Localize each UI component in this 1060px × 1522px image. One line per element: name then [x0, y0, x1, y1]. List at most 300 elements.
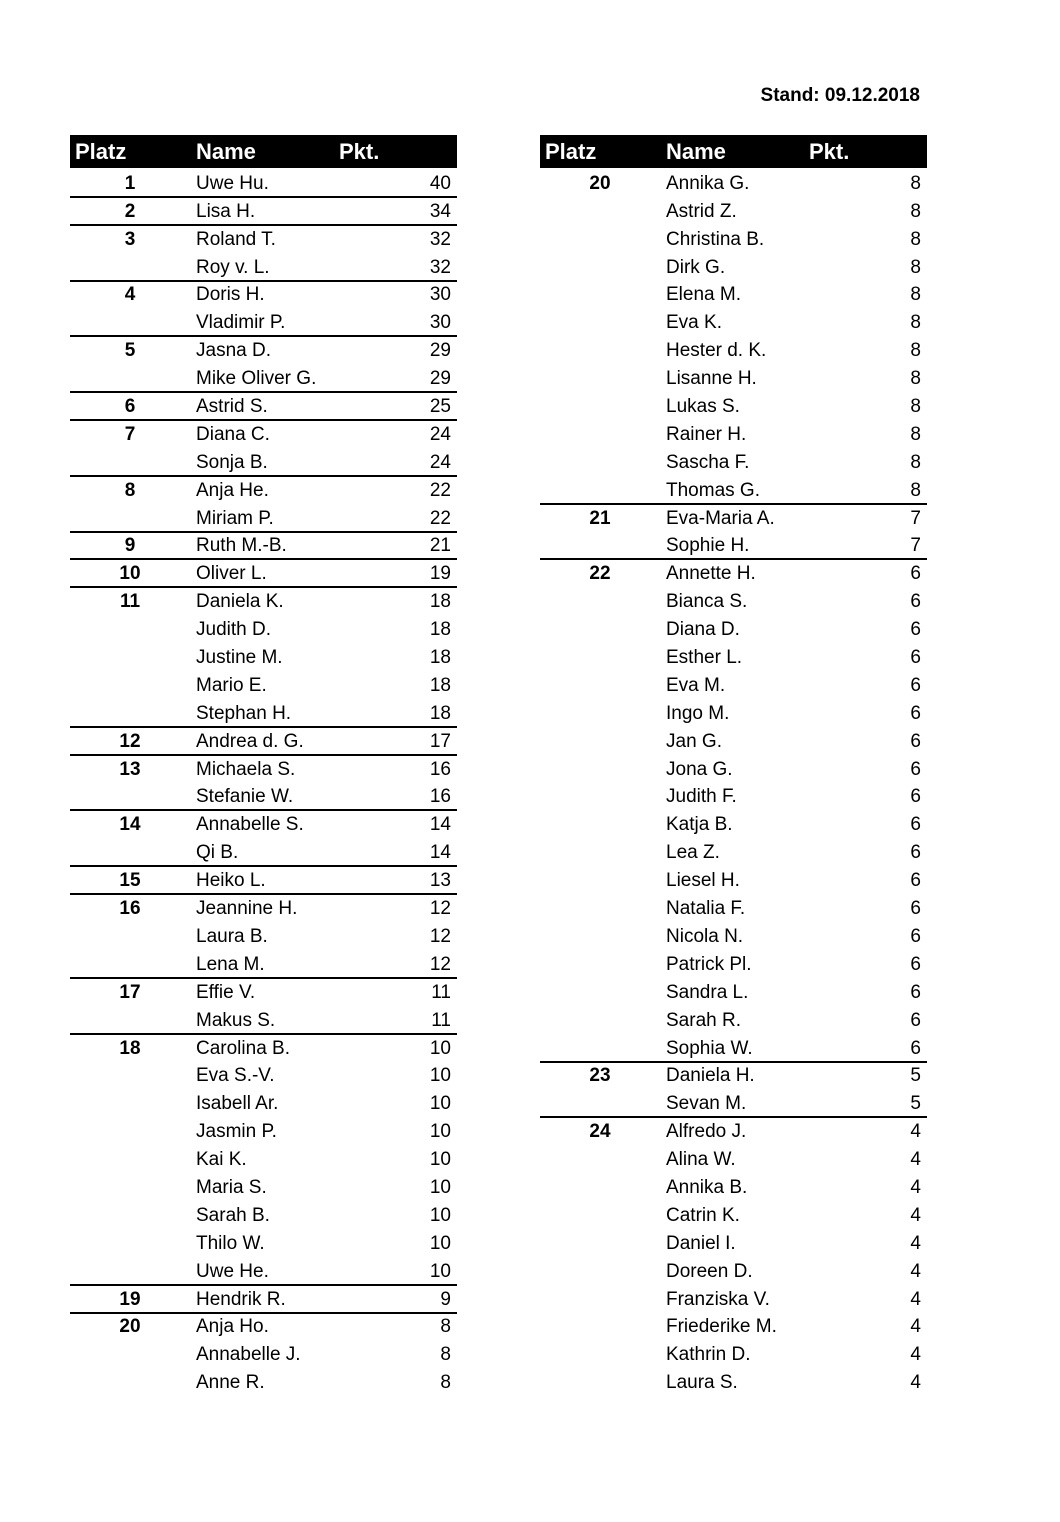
table-row [70, 447, 457, 475]
name-cell: Sascha F. [666, 451, 750, 473]
name-cell: Christina B. [666, 228, 765, 250]
points-cell: 8 [910, 172, 921, 194]
name-cell: Doris H. [196, 284, 265, 306]
name-cell: Mike Oliver G. [196, 368, 317, 390]
name-cell: Uwe Hu. [196, 172, 269, 194]
name-cell: Thomas G. [666, 479, 760, 501]
name-cell: Sandra L. [666, 981, 749, 1003]
name-cell: Natalia F. [666, 898, 746, 920]
points-cell: 10 [429, 1037, 451, 1059]
name-cell: Alfredo J. [666, 1121, 747, 1143]
rank-cell: 23 [589, 1065, 611, 1087]
points-cell: 22 [429, 507, 451, 529]
rank-cell: 10 [119, 563, 141, 585]
table-row [540, 196, 927, 224]
name-cell: Sonja B. [196, 451, 268, 473]
points-cell: 8 [910, 256, 921, 278]
rank-cell: 18 [119, 1037, 141, 1059]
table-row [540, 447, 927, 475]
name-cell: Catrin K. [666, 1204, 740, 1226]
points-cell: 4 [910, 1121, 921, 1143]
name-cell: Effie V. [196, 981, 256, 1003]
points-cell: 6 [910, 786, 921, 808]
table-row [540, 809, 927, 837]
name-cell: Patrick Pl. [666, 953, 752, 975]
table-row [70, 1312, 457, 1340]
points-cell: 6 [910, 1009, 921, 1031]
rank-cell: 17 [119, 981, 141, 1003]
table-row [70, 168, 457, 196]
name-cell: Lukas S. [666, 396, 740, 418]
points-cell: 30 [429, 284, 451, 306]
points-cell: 8 [910, 451, 921, 473]
points-cell: 10 [429, 1093, 451, 1115]
points-cell: 24 [429, 423, 451, 445]
table-row [540, 670, 927, 698]
rank-cell: 5 [124, 340, 136, 362]
table-row [540, 1256, 927, 1284]
name-cell: Doreen D. [666, 1260, 753, 1282]
table-row [540, 586, 927, 614]
name-cell: Lisanne H. [666, 368, 757, 390]
name-cell: Carolina B. [196, 1037, 290, 1059]
points-cell: 4 [910, 1344, 921, 1366]
table-row [70, 419, 457, 447]
name-cell: Jasmin P. [196, 1121, 277, 1143]
name-cell: Lisa H. [196, 200, 256, 222]
points-cell: 21 [429, 535, 451, 557]
table-row [70, 224, 457, 252]
name-cell: Annika G. [666, 172, 750, 194]
points-cell: 8 [910, 200, 921, 222]
table-row [540, 475, 927, 503]
table-row [70, 642, 457, 670]
table-row [540, 893, 927, 921]
table-row [70, 1367, 457, 1395]
points-cell: 6 [910, 591, 921, 613]
name-cell: Thilo W. [196, 1232, 265, 1254]
points-cell: 6 [910, 563, 921, 585]
table-row [70, 726, 457, 754]
name-cell: Diana D. [666, 619, 740, 641]
ranking-table-right [540, 135, 927, 1395]
name-cell: Alina W. [666, 1149, 736, 1171]
table-row [540, 335, 927, 363]
points-cell: 6 [910, 814, 921, 836]
rank-cell: 9 [124, 535, 136, 557]
name-cell: Bianca S. [666, 591, 748, 613]
table-row [70, 307, 457, 335]
table-row [70, 1061, 457, 1089]
table-row [540, 1228, 927, 1256]
name-cell: Astrid S. [196, 396, 268, 418]
name-cell: Judith F. [666, 786, 737, 808]
table-row [540, 1088, 927, 1116]
name-cell: Stefanie W. [196, 786, 294, 808]
name-cell: Astrid Z. [666, 200, 737, 222]
name-cell: Daniela K. [196, 591, 284, 613]
name-cell: Hendrik R. [196, 1288, 286, 1310]
points-cell: 8 [910, 340, 921, 362]
table-row [70, 949, 457, 977]
table-row [540, 921, 927, 949]
name-cell: Eva S.-V. [196, 1065, 275, 1087]
name-cell: Lea Z. [666, 842, 720, 864]
rank-cell: 16 [119, 898, 141, 920]
name-cell: Justine M. [196, 647, 283, 669]
table-row [540, 419, 927, 447]
name-cell: Anja He. [196, 479, 269, 501]
points-cell: 4 [910, 1288, 921, 1310]
table-row [70, 837, 457, 865]
points-cell: 11 [431, 981, 451, 1003]
points-cell: 6 [910, 619, 921, 641]
table-row [70, 1339, 457, 1367]
points-cell: 8 [910, 368, 921, 390]
points-cell: 8 [440, 1316, 451, 1338]
table-row [70, 1088, 457, 1116]
table-row [540, 168, 927, 196]
points-cell: 6 [910, 925, 921, 947]
name-cell: Daniel I. [666, 1232, 736, 1254]
points-cell: 8 [910, 396, 921, 418]
points-cell: 24 [429, 451, 451, 473]
points-cell: 40 [429, 172, 451, 194]
name-cell: Dirk G. [666, 256, 726, 278]
table-row [70, 1005, 457, 1033]
name-cell: Mario E. [196, 674, 267, 696]
name-cell: Jasna D. [196, 340, 271, 362]
name-cell: Heiko L. [196, 870, 266, 892]
points-cell: 4 [910, 1176, 921, 1198]
name-cell: Makus S. [196, 1009, 276, 1031]
name-cell: Kathrin D. [666, 1344, 751, 1366]
points-cell: 12 [429, 925, 451, 947]
table-row [70, 614, 457, 642]
table-row [70, 893, 457, 921]
name-cell: Lena M. [196, 953, 265, 975]
points-cell: 12 [429, 898, 451, 920]
table-row [70, 252, 457, 280]
points-cell: 14 [429, 842, 451, 864]
points-cell: 25 [429, 396, 451, 418]
table-row [540, 1367, 927, 1395]
points-cell: 10 [429, 1260, 451, 1282]
table-body [540, 168, 927, 1395]
table-row [70, 391, 457, 419]
table-row [540, 363, 927, 391]
name-cell: Ingo M. [666, 702, 730, 724]
name-cell: Sevan M. [666, 1093, 747, 1115]
table-row [540, 726, 927, 754]
rank-cell: 1 [124, 172, 136, 194]
name-cell: Michaela S. [196, 758, 296, 780]
table-row [70, 1033, 457, 1061]
rank-cell: 22 [589, 563, 611, 585]
table-row [540, 224, 927, 252]
points-cell: 19 [429, 563, 451, 585]
table-row [540, 837, 927, 865]
table-row [70, 698, 457, 726]
table-header [70, 135, 457, 168]
rank-cell: 4 [124, 284, 136, 306]
name-cell: Eva K. [666, 312, 722, 334]
points-cell: 8 [910, 228, 921, 250]
name-cell: Oliver L. [196, 563, 267, 585]
points-cell: 10 [429, 1176, 451, 1198]
points-cell: 32 [429, 256, 451, 278]
name-cell: Liesel H. [666, 870, 740, 892]
table-row [540, 782, 927, 810]
points-cell: 32 [429, 228, 451, 250]
points-cell: 18 [429, 619, 451, 641]
points-cell: 4 [910, 1149, 921, 1171]
points-cell: 11 [431, 1009, 451, 1031]
name-cell: Nicola N. [666, 925, 744, 947]
table-row [70, 865, 457, 893]
name-cell: Sarah B. [196, 1204, 270, 1226]
table-row [540, 1172, 927, 1200]
points-cell: 6 [910, 842, 921, 864]
name-cell: Anne R. [196, 1372, 265, 1394]
table-row [540, 1284, 927, 1312]
name-cell: Kai K. [196, 1149, 247, 1171]
table-row [540, 558, 927, 586]
name-cell: Franziska V. [666, 1288, 770, 1310]
points-cell: 18 [429, 702, 451, 724]
points-cell: 4 [910, 1316, 921, 1338]
points-cell: 8 [910, 423, 921, 445]
table-row [540, 1116, 927, 1144]
name-cell: Hester d. K. [666, 340, 767, 362]
name-cell: Andrea d. G. [196, 730, 304, 752]
name-cell: Miriam P. [196, 507, 274, 529]
name-cell: Vladimir P. [196, 312, 286, 334]
table-row [70, 503, 457, 531]
name-cell: Maria S. [196, 1176, 267, 1198]
table-row [70, 1200, 457, 1228]
points-cell: 10 [429, 1121, 451, 1143]
points-cell: 4 [910, 1260, 921, 1282]
points-cell: 10 [429, 1232, 451, 1254]
points-cell: 6 [910, 674, 921, 696]
name-cell: Laura S. [666, 1372, 738, 1394]
table-row [70, 1116, 457, 1144]
points-cell: 6 [910, 1037, 921, 1059]
table-row [70, 586, 457, 614]
points-cell: 22 [429, 479, 451, 501]
table-row [540, 280, 927, 308]
points-cell: 6 [910, 898, 921, 920]
table-row [70, 363, 457, 391]
table-row [70, 1172, 457, 1200]
rank-cell: 2 [124, 200, 136, 222]
table-row [70, 754, 457, 782]
table-row [540, 865, 927, 893]
name-cell: Friederike M. [666, 1316, 777, 1338]
rank-cell: 20 [589, 172, 611, 194]
name-cell: Annabelle S. [196, 814, 304, 836]
table-row [70, 782, 457, 810]
points-cell: 18 [429, 647, 451, 669]
table-header [540, 135, 927, 168]
rank-cell: 24 [589, 1121, 611, 1143]
points-cell: 10 [429, 1149, 451, 1171]
table-row [540, 1339, 927, 1367]
points-cell: 10 [429, 1204, 451, 1226]
table-row [540, 698, 927, 726]
table-row [540, 977, 927, 1005]
points-cell: 16 [429, 758, 451, 780]
points-cell: 30 [429, 312, 451, 334]
points-cell: 7 [910, 507, 921, 529]
points-cell: 18 [429, 591, 451, 613]
name-cell: Jona G. [666, 758, 733, 780]
points-cell: 16 [429, 786, 451, 808]
name-cell: Laura B. [196, 925, 268, 947]
rank-cell: 11 [119, 591, 141, 613]
points-cell: 5 [910, 1093, 921, 1115]
name-cell: Annabelle J. [196, 1344, 301, 1366]
name-cell: Isabell Ar. [196, 1093, 279, 1115]
rank-cell: 19 [119, 1288, 141, 1310]
rank-cell: 21 [589, 507, 611, 529]
rank-cell: 3 [124, 228, 136, 250]
points-cell: 6 [910, 981, 921, 1003]
table-row [540, 1061, 927, 1089]
table-body [70, 168, 457, 1395]
header-name: Name [196, 139, 256, 164]
name-cell: Roland T. [196, 228, 276, 250]
points-cell: 10 [429, 1065, 451, 1087]
table-row [540, 1005, 927, 1033]
table-row [540, 754, 927, 782]
table-row [540, 614, 927, 642]
points-cell: 8 [910, 284, 921, 306]
table-row [540, 252, 927, 280]
points-cell: 6 [910, 758, 921, 780]
name-cell: Sarah R. [666, 1009, 741, 1031]
table-row [70, 809, 457, 837]
table-row [540, 949, 927, 977]
points-cell: 8 [910, 479, 921, 501]
name-cell: Daniela H. [666, 1065, 755, 1087]
table-row [540, 1312, 927, 1340]
table-row [540, 531, 927, 559]
name-cell: Esther L. [666, 647, 743, 669]
name-cell: Uwe He. [196, 1260, 269, 1282]
name-cell: Roy v. L. [196, 256, 270, 278]
name-cell: Sophia W. [666, 1037, 753, 1059]
name-cell: Rainer H. [666, 423, 747, 445]
table-row [70, 977, 457, 1005]
points-cell: 34 [429, 200, 451, 222]
name-cell: Diana C. [196, 423, 270, 445]
rank-cell: 13 [119, 758, 141, 780]
points-cell: 8 [440, 1372, 451, 1394]
rank-cell: 12 [119, 730, 141, 752]
table-row [540, 307, 927, 335]
name-cell: Ruth M.-B. [196, 535, 287, 557]
name-cell: Annette H. [666, 563, 756, 585]
points-cell: 29 [429, 368, 451, 390]
name-cell: Eva M. [666, 674, 726, 696]
table-row [540, 1144, 927, 1172]
points-cell: 4 [910, 1232, 921, 1254]
name-cell: Qi B. [196, 842, 239, 864]
points-cell: 18 [429, 674, 451, 696]
table-row [70, 921, 457, 949]
points-cell: 7 [910, 535, 921, 557]
table-row [70, 335, 457, 363]
table-row [70, 1144, 457, 1172]
rank-cell: 20 [119, 1316, 141, 1338]
name-cell: Stephan H. [196, 702, 292, 724]
header-name: Name [666, 139, 726, 164]
rank-cell: 6 [124, 396, 136, 418]
name-cell: Sophie H. [666, 535, 750, 557]
name-cell: Anja Ho. [196, 1316, 269, 1338]
table-row [70, 475, 457, 503]
table-row [70, 196, 457, 224]
points-cell: 17 [429, 730, 451, 752]
table-row [70, 558, 457, 586]
name-cell: Eva-Maria A. [666, 507, 775, 529]
name-cell: Elena M. [666, 284, 741, 306]
points-cell: 12 [429, 953, 451, 975]
table-row [540, 1200, 927, 1228]
points-cell: 6 [910, 870, 921, 892]
ranking-table-left [70, 135, 457, 1395]
points-cell: 13 [429, 870, 451, 892]
table-row [70, 1256, 457, 1284]
points-cell: 14 [429, 814, 451, 836]
points-cell: 4 [910, 1372, 921, 1394]
rank-cell: 15 [119, 870, 141, 892]
points-cell: 8 [440, 1344, 451, 1366]
table-row [70, 1284, 457, 1312]
points-cell: 4 [910, 1204, 921, 1226]
name-cell: Katja B. [666, 814, 733, 836]
table-row [540, 391, 927, 419]
points-cell: 8 [910, 312, 921, 334]
stand-date: Stand: 09.12.2018 [760, 85, 920, 106]
table-row [540, 503, 927, 531]
rank-cell: 14 [119, 814, 141, 836]
header-platz: Platz [545, 139, 597, 164]
table-row [540, 1033, 927, 1061]
points-cell: 6 [910, 702, 921, 724]
points-cell: 5 [910, 1065, 921, 1087]
table-row [70, 280, 457, 308]
points-cell: 6 [910, 953, 921, 975]
points-cell: 29 [429, 340, 451, 362]
points-cell: 6 [910, 730, 921, 752]
name-cell: Jan G. [666, 730, 722, 752]
rank-cell: 7 [124, 423, 136, 445]
table-row [540, 642, 927, 670]
header-pkt: Pkt. [339, 139, 380, 164]
table-row [70, 531, 457, 559]
table-row [70, 1228, 457, 1256]
points-cell: 9 [440, 1288, 451, 1310]
name-cell: Jeannine H. [196, 898, 298, 920]
points-cell: 6 [910, 647, 921, 669]
header-platz: Platz [75, 139, 127, 164]
header-pkt: Pkt. [809, 139, 850, 164]
name-cell: Judith D. [196, 619, 271, 641]
table-row [70, 670, 457, 698]
